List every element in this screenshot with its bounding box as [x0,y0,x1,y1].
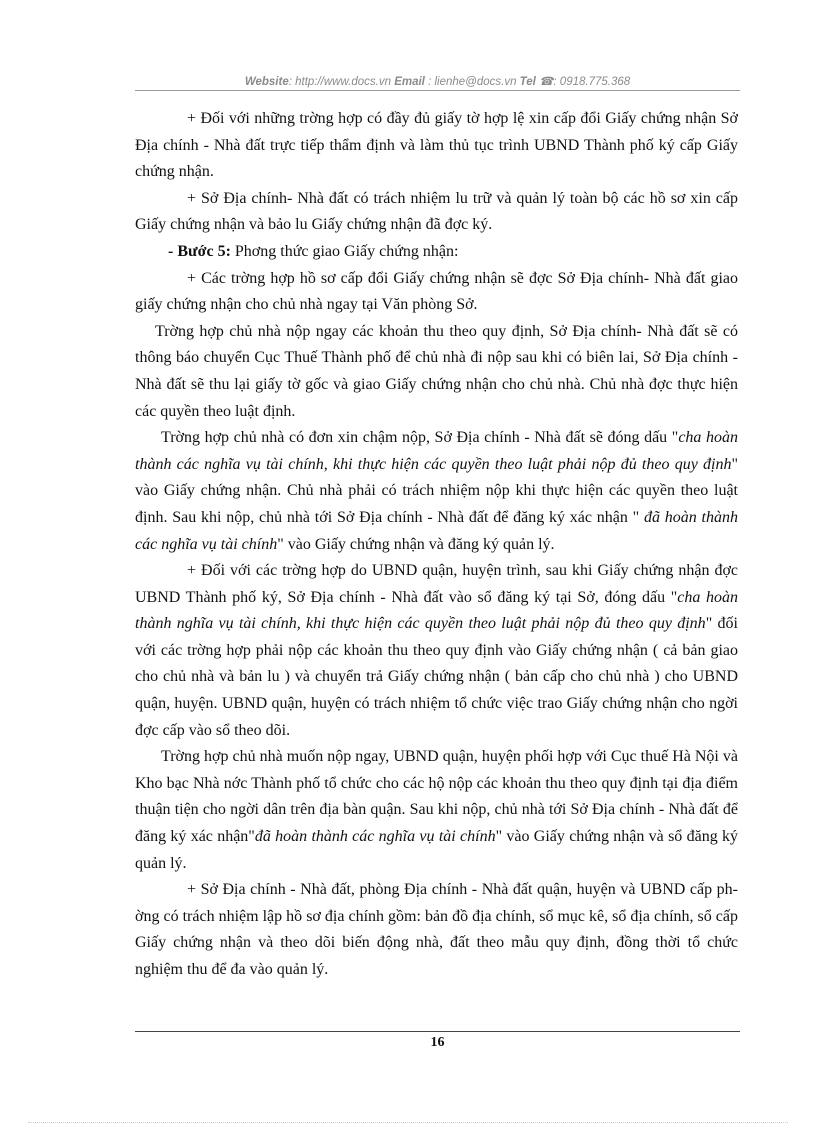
paragraph-2: + Sở Địa chính- Nhà đất có trách nhiệm lu trữ và quản lý toàn bộ các hồ sơ xin cấp Giấy chứng nhận và bảo lu Giấy chứng nhận đã đợc ký. [135,189,738,234]
page-header [135,74,740,91]
website-url[interactable]: : http://www.docs.vn [288,76,391,88]
paragraph-4: + Các trờng hợp hồ sơ cấp đổi Giấy chứng nhận sẽ đợc Sở Địa chính- Nhà đất giao giấy chứng nhận cho chủ nhà ngay tại Văn phòng Sở. [135,269,738,314]
website-label: Website [244,76,289,88]
email-label: Email [394,76,425,88]
paragraph-9: + Sở Địa chính - Nhà đất, phòng Địa chính - Nhà đất quận, huyện và UBND cấp phờng có trách nhiệm lập hồ sơ địa chính gồm: bản đồ địa chính, sổ mục kê, sổ địa chính, sổ cấp Giấy chứng nhận và theo dõi biến động nhà, đất theo mẫu quy định, đồng thời tổ chức nghiệm thu để đa vào quản lý. [135,881,738,978]
paragraph-1: + Đối với những trờng hợp có đầy đủ giấy tờ hợp lệ xin cấp đổi Giấy chứng nhận Sở Địa chính - Nhà đất trực tiếp thẩm định và làm thủ tục trình UBND Thành phố ký cấp Giấy chứng nhận. [135,110,738,181]
step-text: Phơng thức giao Giấy chứng nhận: [230,242,459,260]
paragraph-7-text-a: + Đối với các trờng hợp do UBND quận, huyện trình, sau khi Giấy chứng nhận đợc UBND Thành phố ký, Sở Địa chính - Nhà đất vào sổ đăng ký tại Sở, đóng dấu " [135,562,738,606]
paragraph-6-text-c: " vào Giấy chứng nhận và đăng ký quản lý. [277,535,555,553]
page-number: 16 [430,1035,445,1050]
paragraph-6-italic-a: cha hoàn thành các nghĩa vụ tài chính, khi thực hiện các quyền theo luật phải nộp đủ theo quy định [135,429,738,473]
paragraph-5: Trờng hợp chủ nhà nộp ngay các khoản thu theo quy định, Sở Địa chính- Nhà đất sẽ có thông báo chuyển Cục Thuế Thành phố để chủ nhà đi nộp sau khi có biên lai, Sở Địa chính - Nhà đất sẽ thu lại giấy tờ gốc và giao Giấy chứng nhận cho chủ nhà. Chủ nhà đợc thực hiện các quyền theo luật định. [135,322,738,420]
paragraph-8-text-a: Trờng hợp chủ nhà muốn nộp ngay, UBND quận, huyện phối hợp với Cục thuế Hà Nội và Kho bạc Nhà nớc Thành phố tổ chức cho các hộ nộp các khoản thu theo quy định tại địa điểm thuận tiện cho ngời dân trên địa bàn quận. Sau khi nộp, chủ nhà tới Sở Địa chính - Nhà đất để đăng ký xác nhận" [135,748,738,846]
paragraph-8-italic: đã hoàn thành các nghĩa vụ tài chính [254,828,496,846]
paragraph-6-text-a: Trờng hợp chủ nhà có đơn xin chậm nộp, Sở Địa chính - Nhà đất sẽ đóng dấu " [161,429,679,447]
email-address[interactable]: : lienhe@docs.vn [424,76,517,88]
tel-label: Tel [519,76,536,88]
tel-number: : 0918.775.368 [553,76,631,88]
footer-divider [135,1031,740,1032]
step-label: - Bước 5: [168,242,231,260]
paragraph-7-text-b: " đối với các trờng hợp phải nộp các khoản thu theo quy định vào Giấy chứng nhận ( cả bản giao cho chủ nhà và bản lu ) và chuyển trả Giấy chứng nhận ( bản cấp cho chủ nhà ) cho UBND quận, huyện. UBND quận, huyện có trách nhiệm tổ chức việc trao Giấy chứng nhận cho ngời đợc cấp vào sổ theo dõi. [135,615,738,739]
step-heading [135,239,738,266]
paragraph-6-text-b: " vào Giấy chứng nhận. Chủ nhà phải có trách nhiệm nộp khi thực hiện các quyền theo luật định. Sau khi nộp, chủ nhà tới Sở Địa chính - Nhà đất để đăng ký xác nhận " [135,455,738,526]
document-body [135,106,738,984]
paragraph-6-italic-b: đã hoàn thành các nghĩa vụ tài chính [135,508,738,553]
paragraph-7-italic: cha hoàn thành nghĩa vụ tài chính, khi thực hiện các quyền theo luật phải nộp đủ theo quy định [135,588,738,633]
paragraph-8-text-b: " vào Giấy chứng nhận và sổ đăng ký quản lý. [135,828,739,872]
paragraph-8 [135,744,738,877]
paragraph-6 [135,425,738,558]
paragraph-7 [135,558,738,744]
phone-icon: ☎ [539,76,554,88]
